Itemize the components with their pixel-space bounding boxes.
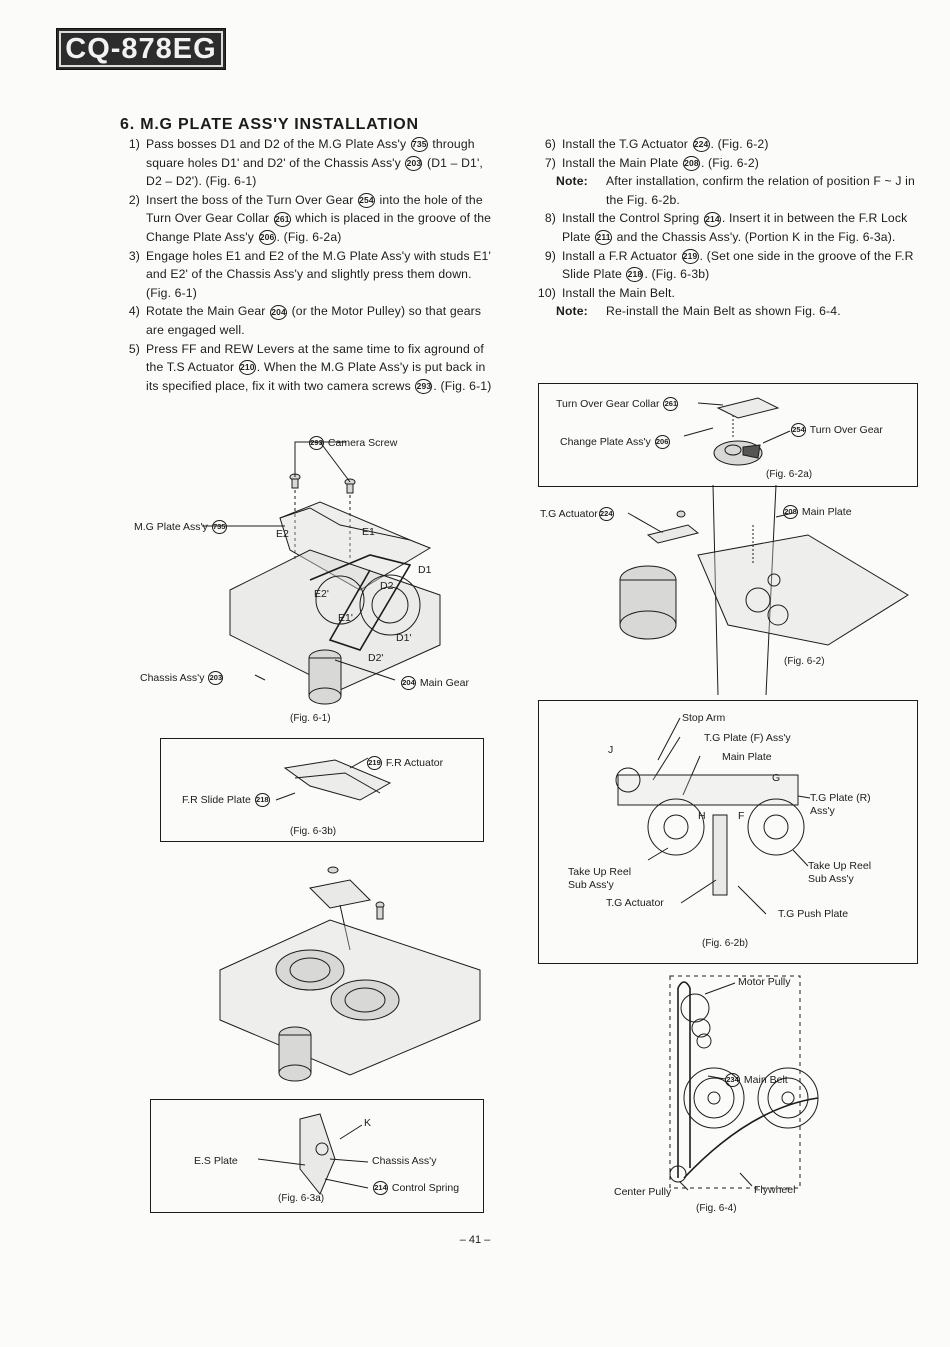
step-body (606, 302, 916, 321)
mg-plate-ref: 735 (212, 520, 227, 534)
figure-6-1 (110, 430, 510, 730)
step-number: 8) (544, 211, 556, 226)
part-ref: 208 (683, 156, 700, 171)
step-text: Insert the boss of the Turn Over Gear (146, 192, 357, 207)
main-gear-ref: 204 (401, 676, 416, 690)
note-label: Note: (556, 304, 588, 319)
left-steps (120, 135, 500, 395)
part-ref: 293 (415, 379, 432, 394)
tg-push-label: T.G Push Plate (778, 908, 849, 920)
control-spring-ref: 214 (373, 1181, 388, 1195)
part-ref: 204 (270, 305, 287, 320)
figure-6-2 (538, 495, 916, 695)
step-text: and the Chassis Ass'y. (Portion K in the Fig. 6-3a). (613, 229, 896, 244)
step-text: . (Fig. 6-2) (700, 155, 759, 170)
step-item (536, 154, 916, 173)
step-text: Install the Main Plate (562, 155, 682, 170)
label-d1-prime: D1' (396, 632, 412, 644)
figure-6-4 (600, 968, 920, 1218)
label-e1-prime: E1' (338, 612, 353, 624)
step-body (146, 247, 500, 303)
turn-gear-label: Turn Over Gear (809, 423, 883, 436)
change-plate-ref: 206 (655, 435, 670, 449)
step-text: After installation, confirm the relation of position F ~ J in the Fig. 6-2b. (606, 174, 915, 207)
main-gear-label: Main Gear (419, 676, 469, 689)
step-number: 9) (544, 248, 556, 263)
step-text: Install the Main Belt. (562, 285, 676, 300)
label-d1: D1 (418, 564, 432, 576)
step-body (562, 154, 916, 173)
step-body (146, 135, 500, 191)
section-title: 6. M.G PLATE ASS'Y INSTALLATION (120, 116, 419, 133)
chassis-ref: 203 (208, 671, 223, 685)
step-body (562, 284, 916, 303)
step-text: Install a F.R Actuator (562, 248, 681, 263)
step-item (120, 247, 500, 303)
step-body (146, 340, 500, 396)
step-item (536, 247, 916, 284)
label-g: G (772, 772, 781, 784)
camera-screw-right (345, 479, 355, 493)
fig-6-4-caption: (Fig. 6-4) (696, 1203, 737, 1214)
tg-actuator-label: T.G Actuator (540, 507, 598, 520)
step-text: Re-install the Main Belt as shown Fig. 6-4. (606, 304, 841, 319)
turn-gear-ref: 254 (791, 423, 806, 437)
step-item (120, 191, 500, 247)
step-body (146, 191, 500, 247)
fig-6-2-caption: (Fig. 6-2) (784, 656, 825, 667)
part-ref: 218 (626, 267, 643, 282)
part-ref: 214 (704, 212, 721, 227)
figure-6-2b (538, 700, 916, 962)
fr-actuator-ref: 219 (367, 756, 382, 770)
mg-plate-label: M.G Plate Ass'y (134, 520, 208, 533)
step-text: Press FF and REW Levers at the same time to fix aground of the T.S Actuator (146, 341, 484, 375)
step-text: Install the Control Spring (562, 211, 703, 226)
main-belt-label: Main Belt (743, 1073, 788, 1086)
step-number: 2) (128, 192, 140, 207)
main-plate-2b-label: Main Plate (722, 751, 772, 763)
step-text: Pass bosses D1 and D2 of the M.G Plate Ass'y (146, 137, 410, 151)
step-number: 6) (544, 137, 556, 151)
fig-6-4-drawing (600, 968, 920, 1218)
take-up-left-label-2: Sub Ass'y (568, 879, 614, 891)
step-item (120, 340, 500, 396)
part-ref: 206 (259, 230, 276, 245)
label-h: H (698, 810, 706, 822)
step-number: 5) (128, 341, 140, 356)
step-item (536, 209, 916, 246)
fig-6-1-caption: (Fig. 6-1) (290, 713, 331, 724)
step-text: . (Fig. 6-3b) (644, 267, 710, 282)
fr-slide-ref: 218 (255, 793, 270, 807)
fig-6-2b-caption: (Fig. 6-2b) (702, 938, 749, 949)
step-text: through square holes D1' and D2' of the Chassis Ass'y (146, 137, 475, 170)
model-badge (56, 28, 226, 70)
tg-plate-r-label-2: Ass'y (810, 805, 835, 817)
step-item (536, 135, 916, 154)
step-text: which is placed in the groove of the Change Plate Ass'y (146, 211, 492, 244)
label-j: J (608, 744, 614, 756)
step-text: . (Set one side in the groove of the F.R Slide Plate (562, 248, 914, 282)
step-text: (D1 – D1', D2 – D2'). (Fig. 6-1) (146, 155, 483, 189)
stop-arm-label: Stop Arm (682, 712, 726, 724)
fig-6-3b-caption: (Fig. 6-3b) (290, 826, 337, 837)
note-label: Note: (556, 174, 588, 189)
chassis-assy-label: Chassis Ass'y (372, 1155, 437, 1167)
step-item (120, 302, 500, 339)
fig-6-3a-caption: (Fig. 6-3a) (278, 1193, 325, 1204)
step-item (120, 135, 500, 191)
part-ref: 211 (595, 230, 612, 245)
change-plate-label: Change Plate Ass'y (560, 435, 651, 448)
deck-assembly-svg (200, 860, 500, 1090)
label-d2: D2 (380, 580, 394, 592)
step-text: into the hole of the Turn Over Gear Collar (146, 192, 483, 226)
step-text: . (Fig. 6-2a) (276, 229, 342, 244)
main-plate-label: Main Plate (801, 505, 852, 518)
label-e1: E1 (362, 526, 375, 538)
part-ref: 203 (405, 156, 422, 171)
fr-actuator-label: F.R Actuator (385, 756, 444, 769)
step-number: 10) (537, 285, 556, 300)
take-up-right-label-2: Sub Ass'y (808, 873, 854, 885)
figure-6-3a (150, 1099, 482, 1211)
motor-pully-label: Motor Pully (738, 976, 791, 988)
part-ref: 254 (358, 193, 375, 208)
step-text: Rotate the Main Gear (146, 304, 270, 319)
label-d2-prime: D2' (368, 652, 384, 664)
deck-assembly-drawing (200, 860, 500, 1090)
step-text: . When the M.G Plate Ass'y is put back in its specified place, fix it with two camera screws (146, 360, 486, 393)
step-body (146, 302, 500, 339)
part-ref: 224 (693, 137, 710, 152)
camera-screw-label: Camera Screw (327, 436, 398, 449)
center-pully-label: Center Pully (614, 1186, 672, 1198)
right-steps (536, 135, 916, 321)
part-ref: 261 (274, 212, 291, 227)
chassis-label: Chassis Ass'y (140, 671, 205, 684)
step-text: . (Fig. 6-1) (433, 378, 492, 393)
step-text: Install the T.G Actuator (562, 137, 692, 151)
fig-6-2a-caption: (Fig. 6-2a) (766, 469, 813, 480)
flywheel-label: Flywheel (754, 1184, 796, 1196)
part-ref: 210 (239, 360, 256, 375)
collar-ref: 261 (663, 397, 678, 411)
model-number: CQ-878EG (59, 31, 222, 67)
label-e2-prime: E2' (314, 588, 329, 600)
step-number: 1) (128, 137, 140, 151)
tg-plate-r-label-1: T.G Plate (R) (810, 792, 871, 804)
collar-label: Turn Over Gear Collar (556, 397, 660, 410)
label-f: F (738, 810, 745, 822)
step-number: 4) (128, 304, 140, 319)
tg-plate-f-label: T.G Plate (F) Ass'y (704, 732, 791, 744)
main-plate-ref: 208 (783, 505, 798, 519)
step-body (562, 247, 916, 284)
step-number: 3) (128, 248, 140, 263)
fr-slide-label: F.R Slide Plate (182, 793, 251, 806)
take-up-left-label-1: Take Up Reel (568, 866, 632, 878)
note (536, 302, 916, 321)
figure-6-2a (538, 383, 916, 485)
main-belt-ref: 234 (725, 1073, 740, 1087)
note (536, 172, 916, 209)
step-text: . (Fig. 6-2) (710, 137, 769, 151)
tg-actuator-ref: 224 (599, 507, 614, 521)
step-body (562, 135, 916, 154)
step-body (606, 172, 916, 209)
figure-6-3b (160, 738, 482, 840)
take-up-right-label-1: Take Up Reel (808, 860, 872, 872)
es-plate-label: E.S Plate (194, 1155, 238, 1167)
fig-6-2-drawing (538, 495, 916, 695)
step-number: 7) (544, 155, 556, 170)
control-spring-label: Control Spring (391, 1181, 460, 1194)
step-item (536, 284, 916, 303)
part-ref: 735 (411, 137, 428, 152)
step-text: Engage holes E1 and E2 of the M.G Plate Ass'y with studs E1' and E2' of the Chassis Ass'y and slightly press them down. (Fig. 6-1) (146, 248, 491, 300)
tg-actuator-2b-label: T.G Actuator (606, 897, 664, 909)
page-number: – 41 – (459, 1234, 491, 1246)
camera-screw-ref: 293 (309, 436, 324, 450)
part-ref: 219 (682, 249, 699, 264)
step-body (562, 209, 916, 246)
label-k: K (364, 1117, 372, 1129)
step-text: . Insert it in between the F.R Lock Plate (562, 211, 908, 244)
label-e2: E2 (276, 528, 289, 540)
step-text: (or the Motor Pulley) so that gears are engaged well. (146, 304, 482, 337)
fig-6-3b-drawing (160, 738, 482, 840)
